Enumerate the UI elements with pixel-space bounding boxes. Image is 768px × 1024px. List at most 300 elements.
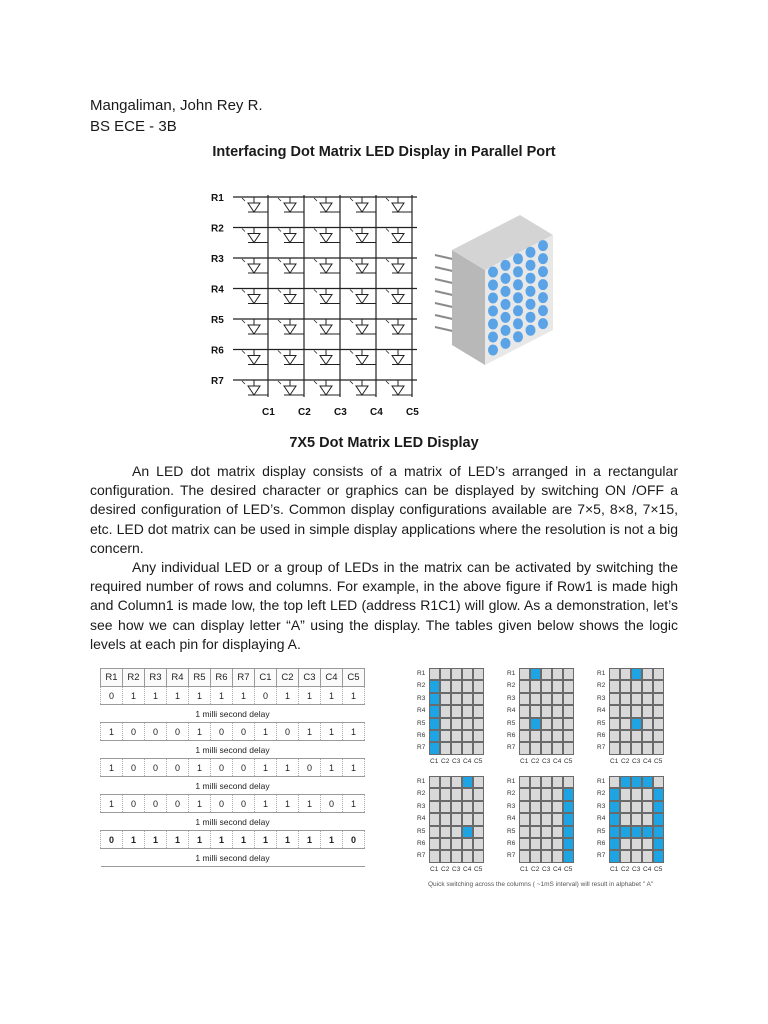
led-cell-on <box>429 693 440 705</box>
light-arrow <box>314 320 317 323</box>
led-cell-on <box>609 801 620 813</box>
led-cell-on <box>631 718 642 730</box>
led-cell-off <box>653 705 664 717</box>
grid-row-label: R6 <box>507 732 516 739</box>
table-cell: 0 <box>343 831 365 849</box>
grid-row-label: R6 <box>417 732 426 739</box>
led-cell-on <box>563 850 574 862</box>
light-arrow <box>242 381 245 384</box>
led-diode <box>248 386 260 395</box>
led-diode <box>356 264 368 273</box>
table-cell: 1 <box>101 759 123 777</box>
grid-column-label: C5 <box>564 758 573 765</box>
led-cell-off <box>530 776 541 788</box>
table-header-cell: R7 <box>233 669 255 687</box>
delay-row <box>101 741 365 759</box>
led-dot <box>488 280 498 291</box>
table-cell: 1 <box>145 831 167 849</box>
delay-row <box>101 849 365 867</box>
led-cell-off <box>462 801 473 813</box>
led-cell-off <box>541 705 552 717</box>
logic-table <box>100 668 365 867</box>
grid-column-label: C2 <box>621 758 630 765</box>
table-cell: 1 <box>189 723 211 741</box>
led-cell-on <box>563 826 574 838</box>
led-cell-off <box>541 668 552 680</box>
led-cell-off <box>552 776 563 788</box>
led-cell-off <box>609 705 620 717</box>
led-diode <box>248 295 260 304</box>
scan-grid <box>502 665 590 771</box>
light-arrow <box>350 320 353 323</box>
table-row <box>101 687 365 705</box>
table-cell: 0 <box>211 795 233 813</box>
paragraph-1-text: An LED dot matrix display consists of a matrix of LED’s arranged in a rectangular configuration. The desired character or graphics can be displayed by switching ON /OFF a desired configuration of LED’s. Common display configurations available are 7×5, 8×8, 7×15, etc. LED dot matrix can be used in simple display applications where the resolution is not a big concern. <box>90 463 678 556</box>
table-cell: 1 <box>299 831 321 849</box>
led-cell-off <box>440 788 451 800</box>
led-diode <box>356 356 368 365</box>
led-cell-off <box>642 838 653 850</box>
grid-column-label: C1 <box>520 866 529 873</box>
delay-label: 1 milli second delay <box>101 849 365 867</box>
grid-row-label: R2 <box>417 682 426 690</box>
led-cell-off <box>519 705 530 717</box>
led-cell-off <box>519 668 530 680</box>
led-cell-on <box>429 742 440 754</box>
led-cell-off <box>440 850 451 862</box>
table-header-cell: C5 <box>343 669 365 687</box>
grid-row-label: R2 <box>597 790 606 798</box>
led-cell-off <box>519 826 530 838</box>
grid-row-label: R6 <box>417 840 426 847</box>
column-label: C4 <box>370 407 383 418</box>
led-cell-off <box>473 693 484 705</box>
table-cell: 1 <box>277 795 299 813</box>
table-cell: 1 <box>233 831 255 849</box>
light-arrow <box>278 381 281 384</box>
grid-column-label: C4 <box>643 758 652 765</box>
course-section: BS ECE - 3B <box>90 118 177 135</box>
grid-column-label: C3 <box>452 866 461 873</box>
led-cell-off <box>429 668 440 680</box>
led-cell-off <box>563 668 574 680</box>
table-cell: 1 <box>167 687 189 705</box>
light-arrow <box>350 290 353 293</box>
grid-column-label: C3 <box>452 758 461 765</box>
led-cell-off <box>440 693 451 705</box>
table-cell: 1 <box>299 723 321 741</box>
led-cell-off <box>462 668 473 680</box>
led-cell-on <box>620 826 631 838</box>
table-cell: 1 <box>211 687 233 705</box>
led-cell-off <box>451 693 462 705</box>
led-diode <box>320 325 332 334</box>
led-cell-off <box>642 788 653 800</box>
grid-row-label: R7 <box>417 744 426 752</box>
led-cell-off <box>653 680 664 692</box>
grid-row-label: R2 <box>417 790 426 798</box>
table-cell: 0 <box>321 795 343 813</box>
led-cell-off <box>440 730 451 742</box>
table-row <box>101 759 365 777</box>
led-cell-off <box>462 788 473 800</box>
light-arrow <box>242 290 245 293</box>
led-diode <box>284 325 296 334</box>
table-cell: 1 <box>255 795 277 813</box>
led-cell-off <box>609 680 620 692</box>
grid-row-label: R1 <box>597 778 606 785</box>
led-cell-off <box>631 801 642 813</box>
led-cell-off <box>563 680 574 692</box>
row-label: R3 <box>211 254 224 265</box>
led-cell-off <box>429 801 440 813</box>
led-cell-off <box>563 776 574 788</box>
light-arrow <box>386 290 389 293</box>
led-cell-off <box>451 850 462 862</box>
led-cell-on <box>609 838 620 850</box>
led-diode <box>320 234 332 243</box>
led-cell-off <box>609 668 620 680</box>
table-row <box>101 723 365 741</box>
led-cell-off <box>519 801 530 813</box>
grid-row-label: R1 <box>507 670 516 677</box>
grid-row-label: R4 <box>507 707 516 715</box>
led-cell-off <box>462 742 473 754</box>
grid-column-label: C1 <box>610 866 619 873</box>
led-dot <box>538 305 548 316</box>
led-cell-off <box>642 680 653 692</box>
led-cell-off <box>631 730 642 742</box>
table-cell: 1 <box>101 795 123 813</box>
led-cell-off <box>620 668 631 680</box>
led-diode <box>320 264 332 273</box>
led-cell-off <box>440 826 451 838</box>
led-cell-on <box>563 788 574 800</box>
table-cell: 0 <box>233 795 255 813</box>
led-dot <box>501 260 511 271</box>
led-module-image <box>430 205 570 370</box>
grid-column-label: C4 <box>553 866 562 873</box>
led-cell-off <box>473 813 484 825</box>
led-cell-off <box>429 788 440 800</box>
led-cell-off <box>519 850 530 862</box>
delay-row <box>101 705 365 723</box>
light-arrow <box>386 381 389 384</box>
led-cell-off <box>620 693 631 705</box>
led-cell-off <box>473 826 484 838</box>
row-label: R4 <box>211 284 224 296</box>
scan-grid <box>412 773 500 879</box>
table-cell: 1 <box>321 759 343 777</box>
grid-row-label: R7 <box>597 852 606 860</box>
document-title: Interfacing Dot Matrix LED Display in Parallel Port <box>212 144 556 160</box>
led-cell-off <box>642 813 653 825</box>
led-cell-off <box>440 718 451 730</box>
led-cell-on <box>429 680 440 692</box>
grid-column-label: C1 <box>610 758 619 765</box>
table-cell: 1 <box>189 795 211 813</box>
grid-column-label: C5 <box>564 866 573 873</box>
light-arrow <box>350 229 353 232</box>
led-cell-off <box>609 730 620 742</box>
led-dot <box>513 305 523 316</box>
scan-grid <box>592 665 680 771</box>
led-module-drawing <box>430 205 570 370</box>
led-cell-off <box>451 838 462 850</box>
led-cell-off <box>552 718 563 730</box>
light-arrow <box>242 351 245 354</box>
led-cell-off <box>530 801 541 813</box>
led-diode <box>284 264 296 273</box>
led-cell-off <box>552 801 563 813</box>
grid-row-label: R3 <box>597 802 606 810</box>
table-cell: 0 <box>167 795 189 813</box>
led-cell-off <box>541 826 552 838</box>
led-cell-off <box>440 742 451 754</box>
led-cell-off <box>653 730 664 742</box>
led-cell-off <box>519 788 530 800</box>
delay-row <box>101 777 365 795</box>
table-cell: 1 <box>277 831 299 849</box>
table-cell: 0 <box>167 759 189 777</box>
led-cell-off <box>563 718 574 730</box>
grid-column-label: C3 <box>542 758 551 765</box>
led-diode <box>356 234 368 243</box>
grid-row-label: R5 <box>507 719 516 727</box>
table-cell: 1 <box>189 759 211 777</box>
led-cell-off <box>631 705 642 717</box>
led-cell-off <box>631 693 642 705</box>
light-arrow <box>386 351 389 354</box>
led-cell-off <box>642 850 653 862</box>
grid-row-label: R4 <box>507 815 516 823</box>
grid-row-label: R5 <box>507 827 516 835</box>
grid-column-label: C1 <box>520 758 529 765</box>
delay-label: 1 milli second delay <box>101 705 365 723</box>
led-cell-off <box>609 693 620 705</box>
led-cell-off <box>631 813 642 825</box>
led-diode <box>392 264 404 273</box>
led-cell-off <box>473 742 484 754</box>
led-cell-off <box>552 680 563 692</box>
row-label: R1 <box>211 193 224 204</box>
delay-label: 1 milli second delay <box>101 813 365 831</box>
led-cell-off <box>451 730 462 742</box>
grid-row-label: R6 <box>507 840 516 847</box>
paragraph-2-text: Any individual LED or a group of LEDs in the matrix can be activated by switching the required number of rows and columns. For example, in the above figure if Row1 is made high and Column1 is made low, the top left LED (address R1C1) will glow. As a demonstration, let’s see how we can display letter “A” using the display. The tables given below shows the logic levels at each pin for displaying A. <box>90 559 678 652</box>
led-cell-off <box>473 801 484 813</box>
led-dot <box>513 253 523 264</box>
led-cell-on <box>462 776 473 788</box>
table-cell: 1 <box>211 831 233 849</box>
grid-column-label: C3 <box>632 758 641 765</box>
table-cell: 0 <box>233 759 255 777</box>
led-diode <box>284 356 296 365</box>
table-header-cell: C1 <box>255 669 277 687</box>
led-diode <box>392 203 404 212</box>
led-dot <box>488 267 498 278</box>
led-cell-off <box>642 801 653 813</box>
led-dot <box>488 319 498 330</box>
table-cell: 1 <box>343 723 365 741</box>
scan-caption: Quick switching across the columns ( ~1mS interval) will result in alphabet " A" <box>428 881 654 888</box>
grid-row-label: R1 <box>417 778 426 785</box>
author-name: Mangaliman, John Rey R. <box>90 97 263 114</box>
delay-label: 1 milli second delay <box>101 741 365 759</box>
led-dot <box>488 306 498 317</box>
grid-column-label: C5 <box>654 758 663 765</box>
led-cell-off <box>530 705 541 717</box>
table-cell: 1 <box>189 687 211 705</box>
grid-row-label: R4 <box>597 707 606 715</box>
table-cell: 1 <box>321 723 343 741</box>
led-cell-off <box>473 718 484 730</box>
led-cell-off <box>429 813 440 825</box>
table-cell: 1 <box>255 759 277 777</box>
led-cell-off <box>473 776 484 788</box>
delay-row <box>101 813 365 831</box>
led-cell-off <box>631 742 642 754</box>
led-dot <box>526 247 536 258</box>
led-cell-off <box>552 838 563 850</box>
light-arrow <box>314 290 317 293</box>
led-dot <box>488 345 498 356</box>
led-cell-on <box>530 668 541 680</box>
table-cell: 1 <box>255 723 277 741</box>
led-dot <box>526 286 536 297</box>
led-cell-off <box>530 850 541 862</box>
led-cell-off <box>541 813 552 825</box>
led-diode <box>248 234 260 243</box>
led-diode <box>248 356 260 365</box>
column-label: C2 <box>298 407 311 418</box>
scan-grid <box>592 773 680 879</box>
led-cell-off <box>519 742 530 754</box>
led-cell-off <box>653 776 664 788</box>
led-dot <box>538 292 548 303</box>
table-header-cell: R4 <box>167 669 189 687</box>
grid-row-label: R4 <box>597 815 606 823</box>
table-cell: 0 <box>255 687 277 705</box>
led-diode <box>356 325 368 334</box>
table-cell: 1 <box>101 723 123 741</box>
led-dot <box>513 318 523 329</box>
led-dot <box>526 312 536 323</box>
row-label: R2 <box>211 223 224 235</box>
grid-row-label: R3 <box>507 802 516 810</box>
led-cell-off <box>530 813 541 825</box>
led-diode <box>356 386 368 395</box>
grid-row-label: R1 <box>597 670 606 677</box>
light-arrow <box>350 381 353 384</box>
led-cell-on <box>429 705 440 717</box>
led-cell-off <box>462 705 473 717</box>
light-arrow <box>386 320 389 323</box>
led-diode <box>284 234 296 243</box>
table-cell: 1 <box>145 687 167 705</box>
led-cell-on <box>653 788 664 800</box>
led-cell-off <box>440 813 451 825</box>
led-dot <box>513 266 523 277</box>
led-cell-off <box>642 718 653 730</box>
led-cell-off <box>642 730 653 742</box>
led-matrix-schematic <box>205 185 435 420</box>
led-cell-off <box>620 788 631 800</box>
table-cell: 0 <box>123 723 145 741</box>
led-cell-on <box>620 776 631 788</box>
led-cell-off <box>653 668 664 680</box>
led-cell-off <box>620 730 631 742</box>
delay-label: 1 milli second delay <box>101 777 365 795</box>
grid-column-label: C5 <box>654 866 663 873</box>
row-label: R5 <box>211 315 224 326</box>
light-arrow <box>278 198 281 201</box>
light-arrow <box>350 198 353 201</box>
led-cell-off <box>429 826 440 838</box>
table-cell: 0 <box>233 723 255 741</box>
led-cell-off <box>440 801 451 813</box>
table-row <box>101 831 365 849</box>
led-diode <box>248 264 260 273</box>
led-diode <box>248 203 260 212</box>
table-cell: 1 <box>277 759 299 777</box>
schematic-svg <box>205 185 435 420</box>
led-cell-off <box>653 718 664 730</box>
grid-row-label: R1 <box>417 670 426 677</box>
led-diode <box>284 386 296 395</box>
led-cell-off <box>620 705 631 717</box>
led-cell-on <box>429 718 440 730</box>
led-cell-off <box>642 742 653 754</box>
led-diode <box>284 295 296 304</box>
led-cell-off <box>552 813 563 825</box>
led-cell-off <box>563 742 574 754</box>
led-diode <box>356 203 368 212</box>
scan-grid <box>502 773 590 879</box>
led-cell-on <box>429 730 440 742</box>
led-cell-off <box>563 730 574 742</box>
led-dot <box>526 273 536 284</box>
grid-row-label: R4 <box>417 815 426 823</box>
column-label: C3 <box>334 407 347 418</box>
led-cell-off <box>451 718 462 730</box>
grid-row-label: R1 <box>507 778 516 785</box>
column-label: C1 <box>262 407 275 418</box>
table-cell: 1 <box>233 687 255 705</box>
led-cell-off <box>552 693 563 705</box>
led-cell-off <box>609 776 620 788</box>
led-cell-off <box>473 705 484 717</box>
light-arrow <box>242 198 245 201</box>
led-cell-off <box>620 718 631 730</box>
table-cell: 0 <box>145 723 167 741</box>
led-cell-on <box>653 813 664 825</box>
led-cell-off <box>473 680 484 692</box>
led-cell-off <box>552 705 563 717</box>
led-cell-on <box>653 826 664 838</box>
led-cell-off <box>451 826 462 838</box>
led-cell-off <box>429 838 440 850</box>
grid-row-label: R7 <box>507 852 516 860</box>
led-diode <box>392 386 404 395</box>
led-cell-off <box>620 742 631 754</box>
led-cell-off <box>541 838 552 850</box>
table-cell: 0 <box>145 795 167 813</box>
table-cell: 1 <box>123 831 145 849</box>
table-cell: 1 <box>343 795 365 813</box>
led-dot <box>501 312 511 323</box>
table-header-cell: R1 <box>101 669 123 687</box>
